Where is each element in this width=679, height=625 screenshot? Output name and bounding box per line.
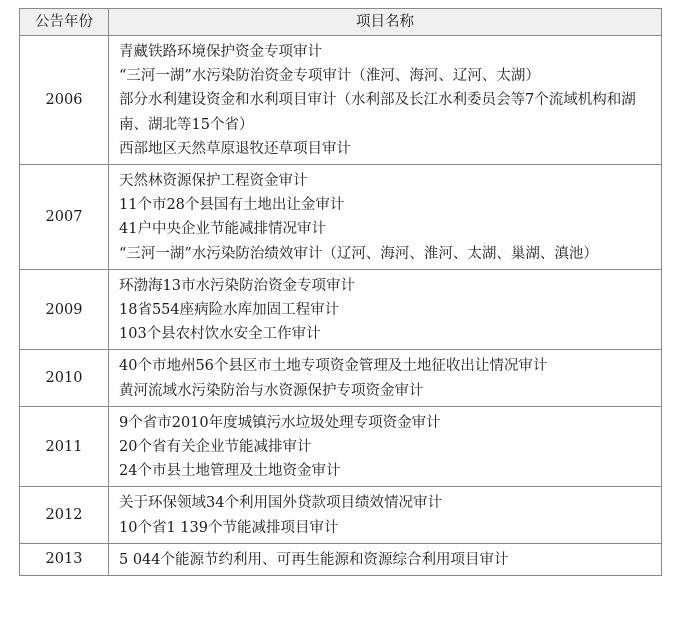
project-list-cell xyxy=(109,543,662,575)
table-row xyxy=(20,543,662,575)
project-item: 5 044个能源节约利用、可再生能源和资源综合利用项目审计 xyxy=(119,551,509,568)
audit-projects-table xyxy=(19,8,662,576)
project-item: 24个市县土地管理及土地资金审计 xyxy=(119,463,341,480)
project-item: 青藏铁路环境保护资金专项审计 xyxy=(119,44,322,60)
year-cell: 2009 xyxy=(20,269,109,350)
project-item: 40个市地州56个县区市土地专项资金管理及土地征收出让情况审计 xyxy=(119,358,548,375)
project-item: 环渤海13市水污染防治资金专项审计 xyxy=(119,277,355,294)
project-item: 11个市28个县国有土地出让金审计 xyxy=(119,197,345,214)
project-list-cell xyxy=(109,165,662,270)
year-cell: 2013 xyxy=(20,543,109,575)
project-item: 部分水利建设资金和水利项目审计（水利部及长江水利委员会等7个流域机构和湖南、湖北等15个省） xyxy=(119,92,636,133)
table-row xyxy=(20,269,662,350)
header-project-name: 项目名称 xyxy=(109,9,662,36)
table-row xyxy=(20,36,662,165)
table-row xyxy=(20,350,662,406)
project-item: 西部地区天然草原退牧还草项目审计 xyxy=(119,140,351,157)
project-item: 9个省市2010年度城镇污水垃圾处理专项资金审计 xyxy=(119,414,441,431)
project-list-cell xyxy=(109,350,662,406)
project-item: 天然林资源保护工程资金审计 xyxy=(119,173,308,190)
project-item: 18省554座病险水库加固工程审计 xyxy=(119,302,340,319)
table-row xyxy=(20,487,662,543)
project-list-cell xyxy=(109,406,662,487)
project-item: 黄河流域水污染防治与水资源保护专项资金审计 xyxy=(119,382,424,399)
table-row xyxy=(20,165,662,270)
project-item: 10个省1 139个节能减排项目审计 xyxy=(119,519,339,536)
year-cell: 2010 xyxy=(20,350,109,406)
project-item: 20个省有关企业节能减排审计 xyxy=(119,439,312,456)
year-cell: 2011 xyxy=(20,406,109,487)
year-cell: 2012 xyxy=(20,487,109,543)
project-item: 41户中央企业节能减排情况审计 xyxy=(119,221,326,238)
project-item: 103个县农村饮水安全工作审计 xyxy=(119,326,321,343)
header-year: 公告年份 xyxy=(20,9,109,36)
project-item: 关于环保领域34个利用国外贷款项目绩效情况审计 xyxy=(119,495,442,512)
table-row xyxy=(20,406,662,487)
project-item: “三河一湖”水污染防治绩效审计（辽河、海河、淮河、太湖、巢湖、滇池） xyxy=(119,245,598,262)
table-header-row xyxy=(20,9,662,36)
year-cell: 2007 xyxy=(20,165,109,270)
project-item: “三河一湖”水污染防治资金专项审计（淮河、海河、辽河、太湖） xyxy=(119,68,540,85)
project-list-cell xyxy=(109,36,662,165)
project-list-cell xyxy=(109,487,662,543)
project-list-cell xyxy=(109,269,662,350)
year-cell: 2006 xyxy=(20,36,109,165)
